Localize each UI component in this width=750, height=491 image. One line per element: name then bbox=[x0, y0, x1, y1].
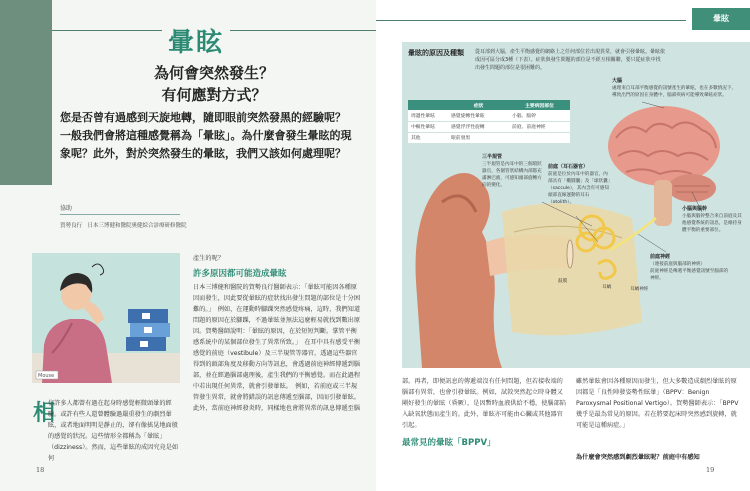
right-page bbox=[376, 0, 750, 491]
right-column-1-text: 部。再者，即便訊息的傳遞端沒有任何問題，但若接收端的腦部有異常，也會引發暈眩。例如，試敘突然起立時身體又剛好發生的暈眩（昏厥），是因暫時血液供給不穩，使腦部陷入缺氧狀態而產生的。此外，暈眩亦可能由心臟或其他器官引起。 bbox=[402, 378, 566, 429]
cerebellum-shape bbox=[668, 174, 716, 202]
brain-annotation-text: 處理來自耳部平衡感覺的訊號產生的暈眩，也在多數情況下，導致出門的原因在身體中，腦部疾病可能導致暈眩症狀。 bbox=[612, 86, 737, 98]
dizzy-person-svg bbox=[32, 253, 180, 383]
header-tab: 暈眩 bbox=[692, 8, 750, 30]
brain-annotation bbox=[612, 78, 740, 99]
eardrum-label: 鼓膜 bbox=[558, 279, 568, 284]
left-column-2-body: 日本三博健和醫院的賀勢良行醫師表示：「暈眩可能因各種原因而發生，因此要從暈眩的症狀找出發生問題的部位是十分困難的。」 例如，在運動時腳踝突然感覺疼痛，這時，我們知道問題的原因在於腳踝，不過暈眩並無法這麼輕易就找到數出原因。賀勢醫師說明：「暈眩的原因，在於短短判斷。掌管平衡感系統中的某個部位發生了異常所致。」 在耳中具有感受平衡感覺的前庭（vestibule）及三半規管等器官，透過這些器官得到的頭部角度及移動方向等訊息，會透過前庭神經傳遞到腦部，並在經過腦部處理後，產生我們的平衡感覺。而在此過程中若出現任何異常，就會引發暈眩。 例如，若前庭或三半規管發生異常，就會將錯誤的訊息傳遞至腦部，因而引發暈眩。此外，當前庭神經發炎時，同樣地也會將異常的訊息傳遞至腦 bbox=[193, 284, 361, 412]
binder-label-1 bbox=[142, 313, 150, 319]
table-header-symptom: 症狀 bbox=[448, 100, 509, 110]
auricle-shape bbox=[416, 173, 502, 368]
nerve-annotation-title: 前庭神經 bbox=[650, 254, 671, 260]
article-subtitle bbox=[104, 62, 324, 106]
right-column-2-text: 雖然暈眩會因各種原因而發生，但大多數造成劇烈暈眩的原因都是「良性陣發姿勢性眩暈」（BPPV：Benign Paroxysmal Positional Vertigo）。賀勢醫師表示：「BPPV幾乎是最為常見的原因。若在將要起床時突然感到旋轉，就可能是這種病症。」 bbox=[576, 378, 739, 429]
leader-nerve bbox=[638, 234, 666, 252]
nerve-annotation-sub: （連接前庭與腦部的神經） bbox=[650, 262, 706, 267]
mouse-label: Mouse bbox=[38, 373, 55, 379]
canals-annotation-title: 三半規管 bbox=[482, 154, 503, 160]
panel-title: 暈眩的原因及種類 bbox=[408, 49, 464, 57]
table-cell: 感覺浮浮性旋轉 bbox=[448, 121, 509, 132]
table-cell: 感覺旋轉性暈眩 bbox=[448, 110, 509, 121]
ear-anatomy-panel bbox=[402, 42, 750, 368]
vestibule-annotation bbox=[548, 164, 612, 206]
drop-cap: 相 bbox=[33, 400, 56, 426]
canals-annotation-text: 三半規管是內耳中的三個環狀器官，各個管狀結構內部都充滿淋巴液，可感知頭部旋轉方向的變化。 bbox=[482, 162, 542, 188]
table-cell: 前庭、前庭神經 bbox=[509, 121, 570, 132]
nerve-annotation bbox=[650, 254, 730, 282]
nerve-annotation-text: 前庭神經是傳遞平衡感覺訊號至腦部的神經。 bbox=[650, 269, 729, 281]
cochlear-nerve-label: 耳蝸神經 bbox=[630, 287, 649, 292]
table-header-site: 主要病因部位 bbox=[509, 100, 570, 110]
eardrum-shape bbox=[567, 240, 573, 268]
vestibule-annotation-title: 前庭（耳石器官） bbox=[548, 164, 589, 170]
table-cell: 周邊性暈眩 bbox=[408, 110, 448, 121]
section-heading-causes: 許多原因都可能造成暈眩 bbox=[193, 269, 287, 279]
left-column-1-text: 信許多人都曾有過在起身時感覺輕微頭暈的經驗。或許有些人還曾體驗過嚴重發生的劇烈暈眩，或者地面明明是靜止的，卻有像搖晃地面般的感覺的狀況。這些情形全都稱為「暈眩」（dizziness）。然而，這些暈眩的成因究竟是如何 bbox=[48, 400, 179, 462]
temporal-bone-shape bbox=[502, 203, 642, 335]
credit-rule bbox=[60, 214, 180, 215]
credit-text: 賀勢良行 日本三博健和醫院奧健綜合診療研修醫院 bbox=[60, 223, 187, 229]
table-cell: 眼前發黑 bbox=[448, 132, 509, 143]
left-column-2-top: 產生的呢？ bbox=[193, 255, 224, 262]
page-number-right: 19 bbox=[706, 466, 715, 474]
brain-annotation-title: 大腦 bbox=[612, 78, 623, 84]
article-title: 暈眩 bbox=[162, 22, 230, 59]
canals-annotation bbox=[482, 154, 542, 189]
section-heading-bppv: 最常見的暈眩「BPPV」 bbox=[402, 438, 496, 448]
binder-label-3 bbox=[140, 341, 148, 347]
page-number-left: 18 bbox=[36, 466, 45, 474]
cerebellum-annotation-title: 小腦與腦幹 bbox=[682, 206, 708, 212]
decorative-bar bbox=[0, 0, 52, 185]
table-cell: 其他 bbox=[408, 132, 448, 143]
brain-shape bbox=[608, 106, 720, 186]
dizzy-swirl bbox=[92, 264, 104, 275]
subtitle-line-2: 有何應對方式？ bbox=[161, 86, 267, 104]
dizzy-person-illustration bbox=[32, 253, 180, 383]
article-intro: 您是否曾有過感到天旋地轉，隨即眼前突然發黑的經驗呢？一般我們會將這種感覺稱為「暈眩」。為什麼會發生暈眩的現象呢？此外，對於突然發生的暈眩，我們又該如何處理呢？ bbox=[60, 111, 352, 160]
binder-label-2 bbox=[144, 327, 152, 333]
right-column-2-question: 為什麼會突然感到劇烈暈眩呢？前庭中有感知 bbox=[576, 454, 700, 461]
brainstem-shape bbox=[654, 180, 672, 226]
panel-intro: 從耳部到大腦，產生平衡感覺的網絡上之任何部位若出現異常，就會引發暈眩。暈眩依成因可區分成3種（下表）。症狀與發生問題的部位是不經互相關聯，要只從症狀中找出發生問題的部位是很困難的。 bbox=[475, 49, 666, 71]
subtitle-line-1: 為何會突然發生？ bbox=[153, 64, 274, 82]
cerebellum-annotation-text: 小腦與腦幹整合來自前庭及其他感覺系統的訊息，是維持身體平衡的重要部位。 bbox=[682, 214, 742, 233]
header-rule bbox=[376, 20, 686, 21]
table-cell: 中樞性暈眩 bbox=[408, 121, 448, 132]
cerebellum-annotation bbox=[682, 206, 746, 234]
table-cell: 小腦、腦幹 bbox=[509, 110, 570, 121]
vestibule-annotation-text: 前庭是位於內耳中的器官，內部具有「橢圓囊」及「球狀囊」（saccule），其內含有可感知頭部直線運動的耳石（otolith）。 bbox=[548, 172, 611, 205]
credit-label: 協助 bbox=[60, 205, 73, 212]
cochlea-label: 耳蝸 bbox=[602, 285, 612, 290]
